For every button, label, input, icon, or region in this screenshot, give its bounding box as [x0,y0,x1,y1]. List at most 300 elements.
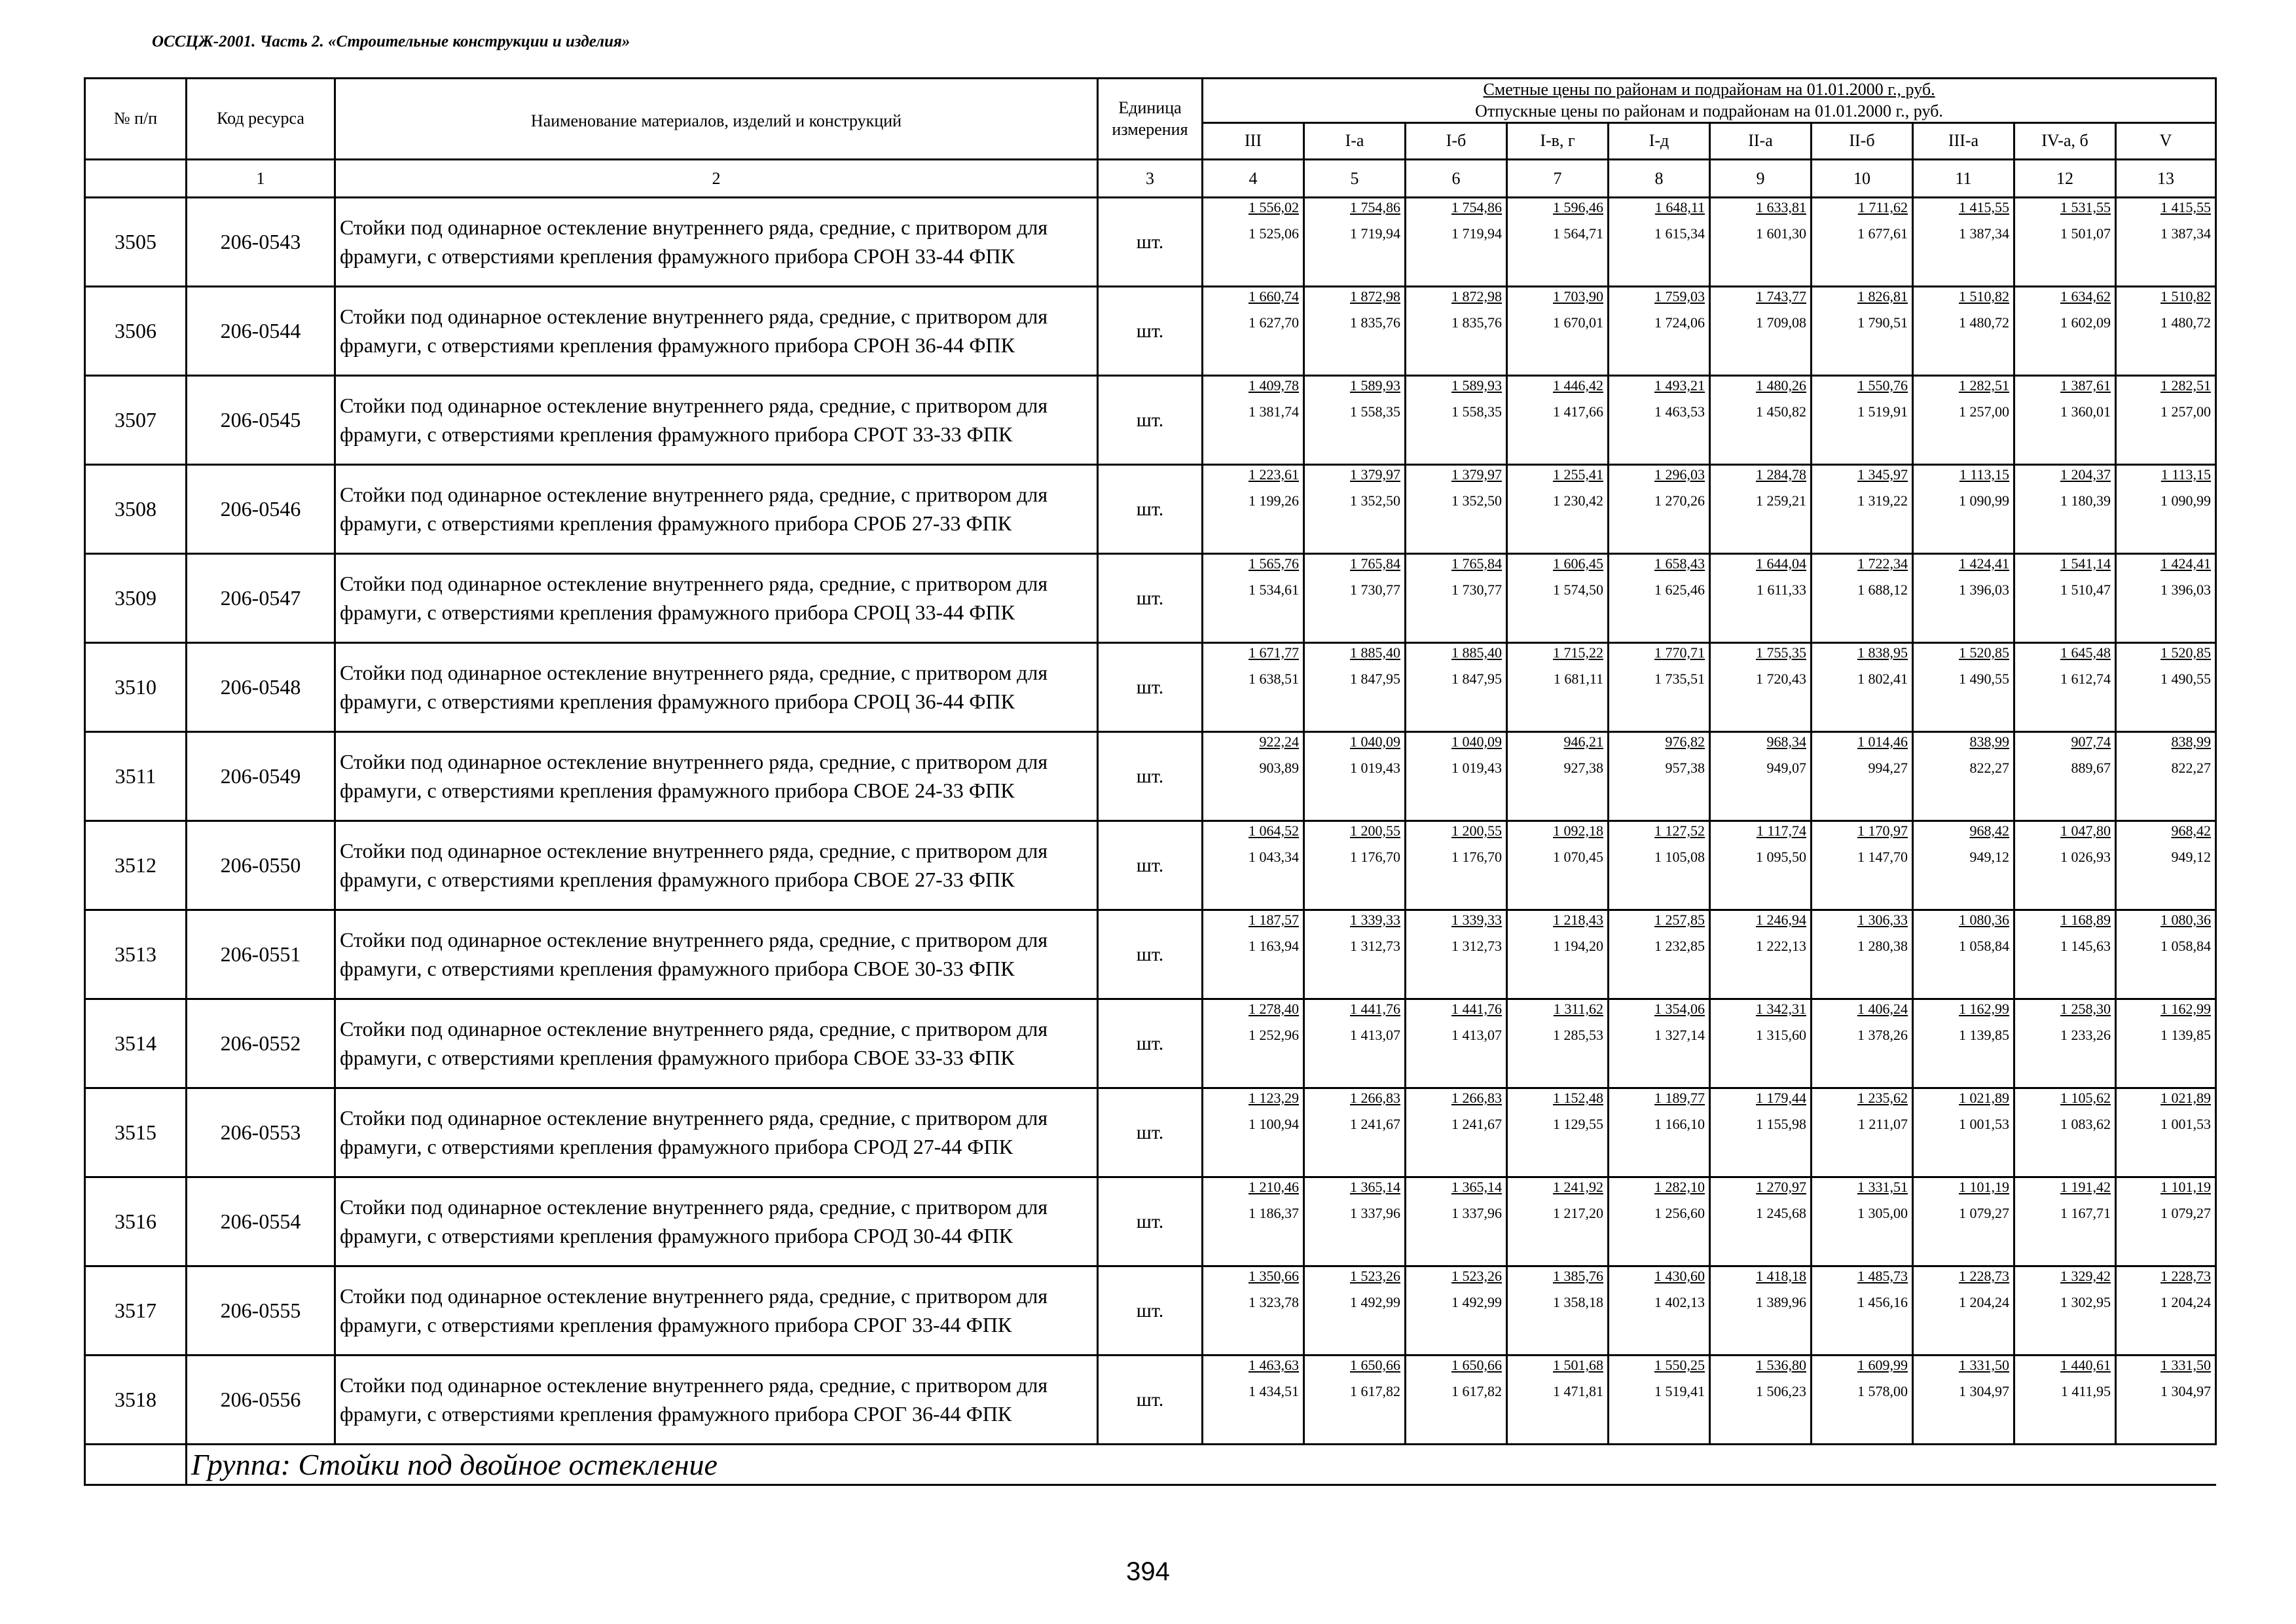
price-cell [1304,554,1406,643]
estimated-price: 1 228,73 [1959,1268,2009,1284]
release-price: 1 305,00 [1857,1205,1908,1221]
price-cell [1609,910,1710,999]
column-number: 5 [1304,160,1406,198]
release-price: 1 079,27 [1959,1205,2009,1221]
release-price: 1 602,09 [2060,314,2111,331]
price-cell [1710,465,1812,554]
release-price: 1 026,93 [2060,849,2111,865]
estimated-price: 1 463,63 [1248,1357,1299,1373]
release-price: 1 534,61 [1248,581,1299,598]
price-cell [1609,376,1710,465]
price-cell [1710,999,1812,1088]
price-cell [1203,910,1304,999]
release-price: 1 058,84 [2160,938,2212,954]
release-price: 1 847,95 [1451,671,1502,687]
estimated-price: 1 754,86 [1451,199,1502,215]
price-cell [1304,732,1406,821]
estimated-price: 1 550,25 [1654,1357,1705,1373]
estimated-price: 1 424,41 [2160,555,2212,572]
price-cell [1710,287,1812,376]
row-number: 3507 [85,376,187,465]
estimated-price: 1 204,37 [2060,466,2111,483]
estimated-price: 1 345,97 [1857,466,1908,483]
estimated-price: 1 258,30 [2060,1001,2111,1017]
estimated-price: 1 162,99 [1959,1001,2009,1017]
release-price: 1 677,61 [1857,225,1908,242]
release-price: 1 176,70 [1451,849,1502,865]
price-cell [1710,732,1812,821]
price-cell [1710,1266,1812,1356]
price-cell [2014,1088,2116,1177]
price-cell [1812,287,1913,376]
estimated-price: 1 282,51 [1959,377,2009,394]
header-prices-release: Отпускные цены по районам и подрайонам на 01.01.2000 г., руб. [1475,101,1943,120]
price-cell [1913,198,2014,287]
price-cell [1710,554,1812,643]
estimated-price: 1 282,51 [2160,377,2212,394]
estimated-price: 1 014,46 [1857,733,1908,750]
resource-code: 206-0547 [187,554,335,643]
release-price: 1 256,60 [1654,1205,1705,1221]
release-price: 1 501,07 [2060,225,2111,242]
row-number: 3509 [85,554,187,643]
release-price: 1 302,95 [2060,1294,2111,1310]
price-cell [2014,465,2116,554]
price-cell [1609,465,1710,554]
estimated-price: 1 441,76 [1350,1001,1400,1017]
release-price: 1 270,26 [1654,492,1705,509]
price-cell [1304,1356,1406,1445]
price-cell [1406,1356,1507,1445]
estimated-price: 1 080,36 [2160,912,2212,928]
release-price: 1 186,37 [1248,1205,1299,1221]
estimated-price: 1 311,62 [1553,1001,1603,1017]
release-price: 1 312,73 [1451,938,1502,954]
release-price: 1 319,22 [1857,492,1908,509]
release-price: 1 611,33 [1756,581,1806,598]
release-price: 1 241,67 [1350,1116,1400,1132]
price-cell [2116,554,2216,643]
price-cell [1203,1177,1304,1266]
estimated-price: 1 541,14 [2060,555,2111,572]
price-cell [1203,999,1304,1088]
estimated-price: 1 872,98 [1451,288,1502,304]
price-cell [1507,1266,1609,1356]
release-price: 1 688,12 [1857,581,1908,598]
price-cell [2116,732,2216,821]
release-price: 1 139,85 [2160,1027,2212,1043]
release-price: 1 413,07 [1451,1027,1502,1043]
price-cell [1812,1177,1913,1266]
row-number: 3511 [85,732,187,821]
price-cell [1609,554,1710,643]
item-name: Стойки под одинарное остекление внутреннего ряда, средние, с притвором для фрамуги, с отверстиями крепления фрамужного прибора СВОЕ 33-33 ФПК [335,999,1098,1088]
release-price: 1 490,55 [2160,671,2212,687]
release-price: 1 617,82 [1451,1383,1502,1399]
header-code: Код ресурса [187,79,335,160]
price-cell [1812,821,1913,910]
estimated-price: 1 270,97 [1756,1179,1806,1195]
page-number: 394 [1126,1557,1170,1586]
estimated-price: 1 123,29 [1248,1090,1299,1106]
price-cell [1507,643,1609,732]
release-price: 1 378,26 [1857,1027,1908,1043]
row-number: 3518 [85,1356,187,1445]
price-cell [1812,198,1913,287]
estimated-price: 1 113,15 [1959,466,2009,483]
estimated-price: 1 306,33 [1857,912,1908,928]
release-price: 1 315,60 [1756,1027,1806,1043]
release-price: 927,38 [1563,760,1603,776]
release-price: 1 835,76 [1451,314,1502,331]
release-price: 1 480,72 [1959,314,2009,331]
estimated-price: 1 589,93 [1451,377,1502,394]
release-price: 1 730,77 [1350,581,1400,598]
release-price: 1 396,03 [2160,581,2212,598]
estimated-price: 1 648,11 [1654,199,1705,215]
estimated-price: 922,24 [1259,733,1299,750]
estimated-price: 1 510,82 [2160,288,2212,304]
column-number: 3 [1098,160,1203,198]
estimated-price: 1 565,76 [1248,555,1299,572]
release-price: 889,67 [2071,760,2111,776]
item-name: Стойки под одинарное остекление внутреннего ряда, средние, с притвором для фрамуги, с отверстиями крепления фрамужного прибора СРОТ 33-33 ФПК [335,376,1098,465]
resource-code: 206-0546 [187,465,335,554]
release-price: 822,27 [1969,760,2009,776]
estimated-price: 1 282,10 [1654,1179,1705,1195]
item-name: Стойки под одинарное остекление внутреннего ряда, средние, с притвором для фрамуги, с отверстиями крепления фрамужного прибора СРОЦ 33-44 ФПК [335,554,1098,643]
price-cell [1913,1266,2014,1356]
price-cell [1609,1088,1710,1177]
table-row [85,732,2216,821]
price-cell [1609,1177,1710,1266]
release-price: 1 463,53 [1654,403,1705,420]
estimated-price: 1 722,34 [1857,555,1908,572]
header-region: V [2116,123,2216,160]
unit: шт. [1098,1088,1203,1177]
estimated-price: 1 257,85 [1654,912,1705,928]
release-price: 1 304,97 [2160,1383,2212,1399]
release-price: 957,38 [1665,760,1705,776]
price-cell [2014,198,2116,287]
estimated-price: 1 021,89 [2160,1090,2212,1106]
release-price: 1 079,27 [2160,1205,2212,1221]
price-cell [2116,821,2216,910]
price-cell [1507,821,1609,910]
release-price: 1 790,51 [1857,314,1908,331]
estimated-price: 1 080,36 [1959,912,2009,928]
release-price: 1 070,45 [1553,849,1603,865]
price-cell [2014,1266,2116,1356]
price-cell [1812,999,1913,1088]
price-cell [1406,1088,1507,1177]
header-prices-estimated: Сметные цены по районам и подрайонам на 01.01.2000 г., руб. [1483,80,1935,99]
estimated-price: 1 127,52 [1654,822,1705,839]
estimated-price: 1 228,73 [2160,1268,2212,1284]
estimated-price: 1 064,52 [1248,822,1299,839]
resource-code: 206-0556 [187,1356,335,1445]
estimated-price: 1 409,78 [1248,377,1299,394]
row-number: 3515 [85,1088,187,1177]
resource-code: 206-0551 [187,910,335,999]
estimated-price: 1 743,77 [1756,288,1806,304]
price-cell [1913,1356,2014,1445]
estimated-price: 1 441,76 [1451,1001,1502,1017]
table-row [85,1177,2216,1266]
estimated-price: 1 168,89 [2060,912,2111,928]
estimated-price: 1 531,55 [2060,199,2111,215]
group-title: Группа: Стойки под двойное остекление [187,1445,2216,1485]
price-cell [1710,910,1812,999]
price-cell [1203,1356,1304,1445]
release-price: 1 217,20 [1553,1205,1603,1221]
header-no: № п/п [85,79,187,160]
row-number: 3510 [85,643,187,732]
price-cell [1710,1356,1812,1445]
release-price: 1 615,34 [1654,225,1705,242]
estimated-price: 1 218,43 [1553,912,1603,928]
row-number: 3516 [85,1177,187,1266]
release-price: 1 558,35 [1350,403,1400,420]
estimated-price: 946,21 [1563,733,1603,750]
estimated-price: 1 885,40 [1350,644,1400,661]
price-cell [1507,287,1609,376]
estimated-price: 1 606,45 [1553,555,1603,572]
release-price: 1 724,06 [1654,314,1705,331]
release-price: 1 574,50 [1553,581,1603,598]
release-price: 1 456,16 [1857,1294,1908,1310]
release-price: 1 730,77 [1451,581,1502,598]
price-cell [1609,1356,1710,1445]
release-price: 1 241,67 [1451,1116,1502,1132]
estimated-price: 1 200,55 [1350,822,1400,839]
estimated-price: 1 296,03 [1654,466,1705,483]
release-price: 949,12 [1969,849,2009,865]
estimated-price: 1 645,48 [2060,644,2111,661]
unit: шт. [1098,999,1203,1088]
estimated-price: 1 480,26 [1756,377,1806,394]
estimated-price: 1 210,46 [1248,1179,1299,1195]
release-price: 1 417,66 [1553,403,1603,420]
header-region: IV-а, б [2014,123,2116,160]
price-cell [1812,732,1913,821]
release-price: 1 670,01 [1553,314,1603,331]
release-price: 1 304,97 [1959,1383,2009,1399]
estimated-price: 1 634,62 [2060,288,2111,304]
release-price: 1 285,53 [1553,1027,1603,1043]
header-name: Наименование материалов, изделий и конструкций [335,79,1098,160]
price-cell [2014,1356,2116,1445]
release-price: 1 211,07 [1857,1116,1908,1132]
table-row [85,1266,2216,1356]
column-number: 6 [1406,160,1507,198]
estimated-price: 1 179,44 [1756,1090,1806,1106]
release-price: 1 411,95 [2060,1383,2111,1399]
table-row [85,376,2216,465]
unit: шт. [1098,732,1203,821]
estimated-price: 1 266,83 [1451,1090,1502,1106]
estimated-price: 1 101,19 [1959,1179,2009,1195]
price-cell [2116,1356,2216,1445]
price-cell [1304,1088,1406,1177]
price-cell [1203,1088,1304,1177]
unit: шт. [1098,287,1203,376]
header-region: III-а [1913,123,2014,160]
release-price: 1 001,53 [1959,1116,2009,1132]
release-price: 1 510,47 [2060,581,2111,598]
release-price: 1 204,24 [1959,1294,2009,1310]
price-cell [1203,287,1304,376]
price-cell [1304,287,1406,376]
release-price: 1 139,85 [1959,1027,2009,1043]
header-prices [1203,79,2216,123]
release-price: 1 490,55 [1959,671,2009,687]
release-price: 1 155,98 [1756,1116,1806,1132]
price-cell [1203,376,1304,465]
release-price: 1 230,42 [1553,492,1603,509]
release-price: 1 387,34 [1959,225,2009,242]
price-cell [1812,1088,1913,1177]
estimated-price: 1 770,71 [1654,644,1705,661]
price-cell [1507,1356,1609,1445]
item-name: Стойки под одинарное остекление внутреннего ряда, средние, с притвором для фрамуги, с отверстиями крепления фрамужного прибора СРОГ 33-44 ФПК [335,1266,1098,1356]
release-price: 1 519,41 [1654,1383,1705,1399]
price-cell [1913,1088,2014,1177]
price-cell [1507,910,1609,999]
table-row [85,1356,2216,1445]
price-cell [2116,376,2216,465]
release-price: 1 280,38 [1857,938,1908,954]
estimated-price: 1 523,26 [1350,1268,1400,1284]
release-price: 1 578,00 [1857,1383,1908,1399]
column-number: 1 [187,160,335,198]
price-cell [1406,554,1507,643]
price-cell [1304,643,1406,732]
estimated-price: 1 550,76 [1857,377,1908,394]
release-price: 1 327,14 [1654,1027,1705,1043]
price-cell [1304,999,1406,1088]
item-name: Стойки под одинарное остекление внутреннего ряда, средние, с притвором для фрамуги, с отверстиями крепления фрамужного прибора СРОЦ 36-44 ФПК [335,643,1098,732]
table-row [85,1088,2216,1177]
table-row [85,643,2216,732]
estimated-price: 1 047,80 [2060,822,2111,839]
release-price: 1 058,84 [1959,938,2009,954]
price-cell [1406,910,1507,999]
price-cell [1609,287,1710,376]
unit: шт. [1098,643,1203,732]
release-price: 1 323,78 [1248,1294,1299,1310]
price-cell [1913,999,2014,1088]
column-number: 4 [1203,160,1304,198]
item-name: Стойки под одинарное остекление внутреннего ряда, средние, с притвором для фрамуги, с отверстиями крепления фрамужного прибора СРОГ 36-44 ФПК [335,1356,1098,1445]
release-price: 1 312,73 [1350,938,1400,954]
estimated-price: 1 387,61 [2060,377,2111,394]
resource-code: 206-0545 [187,376,335,465]
price-cell [1507,465,1609,554]
price-cell [1507,198,1609,287]
release-price: 1 519,91 [1857,403,1908,420]
price-cell [1609,198,1710,287]
price-cell [2014,554,2116,643]
estimated-price: 1 520,85 [1959,644,2009,661]
item-name: Стойки под одинарное остекление внутреннего ряда, средние, с притвором для фрамуги, с отверстиями крепления фрамужного прибора СВОЕ 27-33 ФПК [335,821,1098,910]
resource-code: 206-0543 [187,198,335,287]
price-table [84,77,2217,1486]
price-cell [1812,465,1913,554]
estimated-price: 1 493,21 [1654,377,1705,394]
price-cell [1710,198,1812,287]
header-unit: Единица измерения [1098,79,1203,160]
price-cell [2116,1177,2216,1266]
item-name: Стойки под одинарное остекление внутреннего ряда, средние, с притвором для фрамуги, с отверстиями крепления фрамужного прибора СРОД 27-44 ФПК [335,1088,1098,1177]
resource-code: 206-0548 [187,643,335,732]
release-price: 1 719,94 [1451,225,1502,242]
column-number: 11 [1913,160,2014,198]
price-cell [1812,1266,1913,1356]
release-price: 949,12 [2171,849,2212,865]
estimated-price: 1 331,50 [2160,1357,2212,1373]
table-row [85,910,2216,999]
release-price: 1 617,82 [1350,1383,1400,1399]
item-name: Стойки под одинарное остекление внутреннего ряда, средние, с притвором для фрамуги, с отверстиями крепления фрамужного прибора СРОД 30-44 ФПК [335,1177,1098,1266]
release-price: 1 564,71 [1553,225,1603,242]
price-cell [1507,1088,1609,1177]
estimated-price: 1 342,31 [1756,1001,1806,1017]
page-header: ОССЦЖ-2001. Часть 2. «Строительные конструкции и изделия» [152,33,630,50]
release-price: 1 492,99 [1350,1294,1400,1310]
price-cell [1913,1177,2014,1266]
estimated-price: 1 105,62 [2060,1090,2111,1106]
estimated-price: 1 826,81 [1857,288,1908,304]
release-price: 1 358,18 [1553,1294,1603,1310]
estimated-price: 1 101,19 [2160,1179,2212,1195]
price-cell [1304,910,1406,999]
price-cell [2116,465,2216,554]
table-row [85,554,2216,643]
release-price: 994,27 [1868,760,1908,776]
release-price: 1 105,08 [1654,849,1705,865]
estimated-price: 1 754,86 [1350,199,1400,215]
estimated-price: 1 040,09 [1451,733,1502,750]
estimated-price: 1 278,40 [1248,1001,1299,1017]
estimated-price: 1 658,43 [1654,555,1705,572]
column-number: 2 [335,160,1098,198]
estimated-price: 1 415,55 [2160,199,2212,215]
estimated-price: 1 520,85 [2160,644,2212,661]
price-cell [1609,732,1710,821]
price-cell [1507,554,1609,643]
release-price: 1 558,35 [1451,403,1502,420]
estimated-price: 1 284,78 [1756,466,1806,483]
release-price: 1 396,03 [1959,581,2009,598]
resource-code: 206-0553 [187,1088,335,1177]
release-price: 1 252,96 [1248,1027,1299,1043]
estimated-price: 1 755,35 [1756,644,1806,661]
estimated-price: 1 339,33 [1350,912,1400,928]
price-cell [1406,376,1507,465]
price-cell [1203,554,1304,643]
release-price: 1 257,00 [1959,403,2009,420]
estimated-price: 1 223,61 [1248,466,1299,483]
price-cell [1812,643,1913,732]
estimated-price: 1 644,04 [1756,555,1806,572]
price-cell [1812,1356,1913,1445]
release-price: 1 337,96 [1451,1205,1502,1221]
estimated-price: 1 838,95 [1857,644,1908,661]
price-cell [2116,999,2216,1088]
price-cell [1406,643,1507,732]
header-region: I-д [1609,123,1710,160]
